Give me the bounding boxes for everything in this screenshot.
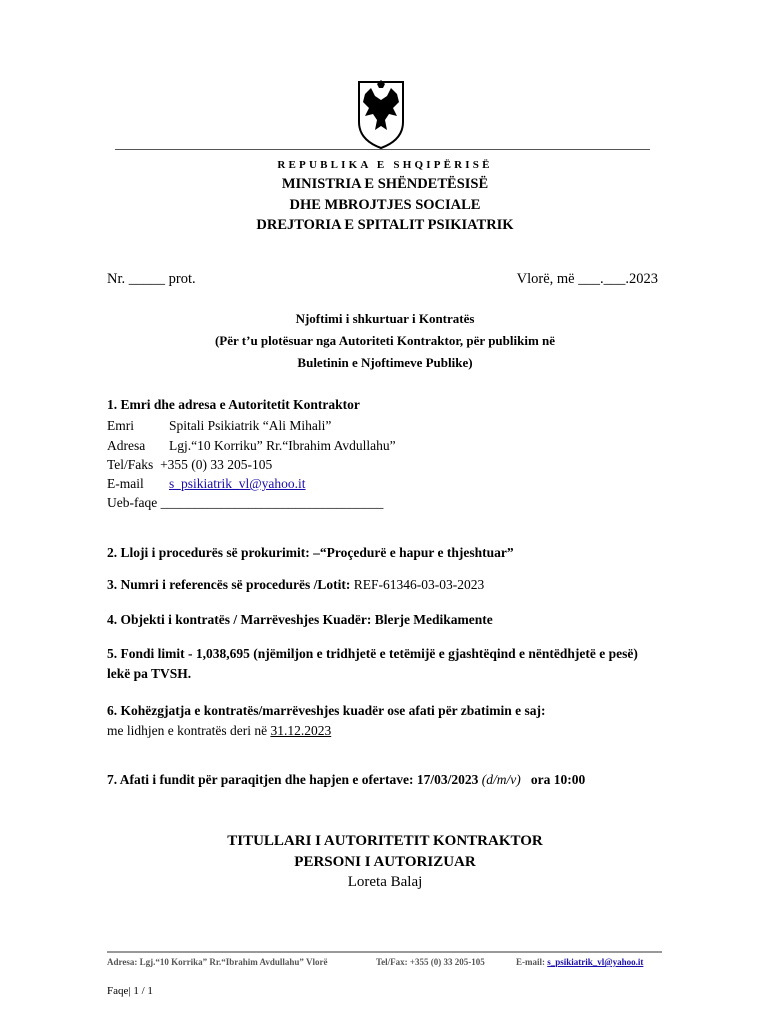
signatory-name: Loreta Balaj [347, 874, 423, 890]
authority-address-row [107, 438, 396, 454]
phone-label: Tel/Faks [107, 457, 154, 472]
protocol-number: Nr. _____ prot. [107, 271, 196, 287]
document-date: Vlorë, më ___.___.2023 [516, 271, 658, 287]
address-value: Lgj.“10 Korriku” Rr.“Ibrahim Avdullahu” [169, 438, 396, 453]
reference-value: REF-61346-03-03-2023 [350, 577, 485, 592]
footer-rule [107, 951, 662, 953]
signatory-title: TITULLARI I AUTORITETIT KONTRAKTOR [227, 833, 543, 849]
section7-deadline [107, 772, 585, 788]
section2-procedure-type: 2. Lloji i procedurës së prokurimit: –“Proçedurë e hapur e thjeshtuar” [107, 545, 514, 560]
ministry-name-line1: MINISTRIA E SHËNDETËSISË [281, 176, 489, 192]
duration-text: me lidhjen e kontratës deri në [107, 723, 271, 738]
address-label: Adresa [107, 438, 146, 453]
website-value: _________________________________ [160, 495, 384, 510]
authority-name-row [107, 418, 331, 434]
footer-phone: Tel/Fax: +355 (0) 33 205-105 [376, 957, 485, 967]
date-format: (d/m/v) [481, 772, 521, 787]
footer-address: Adresa: Lgj.“10 Korrika” Rr.“Ibrahim Avdullahu” Vlorë [107, 957, 328, 967]
page-number: Faqe| 1 / 1 [107, 985, 153, 997]
phone-value: +355 (0) 33 205-105 [160, 457, 273, 472]
authority-email-row [107, 476, 306, 492]
directorate-name: DREJTORIA E SPITALIT PSIKIATRIK [256, 217, 514, 233]
email-link[interactable]: s_psikiatrik_vl@yahoo.it [169, 476, 306, 491]
section1-heading: 1. Emri dhe adresa e Autoritetit Kontraktor [107, 397, 360, 412]
republic-label: REPUBLIKA E SHQIPËRISË [277, 159, 493, 171]
section5-fund-limit-line1: 5. Fondi limit - 1,038,695 (njëmiljon e tridhjetë e tetëmijë e gjashtëqind e nëntëdhjetë e pesë) [107, 646, 638, 661]
ministry-name-line2: DHE MBROJTJES SOCIALE [289, 197, 481, 213]
email-label: E-mail [107, 476, 144, 491]
section5-fund-limit-line2: lekë pa TVSH. [107, 666, 192, 681]
duration-date: 31.12.2023 [270, 723, 332, 738]
notice-subtitle-line2: Buletinin e Njoftimeve Publike) [297, 355, 473, 370]
name-value: Spitali Psikiatrik “Ali Mihali” [169, 418, 332, 433]
deadline-label: 7. Afati i fundit për paraqitjen dhe hapjen e ofertave: 17/03/2023 [107, 772, 482, 787]
section3-reference [107, 577, 484, 593]
deadline-time: ora 10:00 [520, 772, 586, 787]
reference-label: 3. Numri i referencës së procedurës /Lotit: [107, 577, 351, 592]
header-rule [115, 149, 650, 150]
name-label: Emri [107, 418, 134, 433]
footer-email-link[interactable]: s_psikiatrik_vl@yahoo.it [547, 957, 644, 967]
section6-duration-text [107, 723, 331, 739]
notice-title: Njoftimi i shkurtuar i Kontratës [295, 311, 475, 326]
section6-duration-heading: 6. Kohëzgjatja e kontratës/marrëveshjes kuadër ose afati për zbatimin e saj: [107, 703, 546, 718]
authority-website-row [107, 495, 383, 511]
section4-contract-object: 4. Objekti i kontratës / Marrëveshjes Kuadër: Blerje Medikamente [107, 612, 493, 627]
authorized-person-label: PERSONI I AUTORIZUAR [294, 854, 476, 870]
website-label: Ueb-faqe [107, 495, 158, 510]
authority-phone-row [107, 457, 272, 473]
footer-email-label: E-mail: [516, 957, 548, 967]
notice-subtitle-line1: (Për t’u plotësuar nga Autoriteti Kontraktor, për publikim në [214, 333, 556, 348]
albanian-emblem-icon [355, 78, 407, 150]
footer-email [516, 957, 643, 967]
